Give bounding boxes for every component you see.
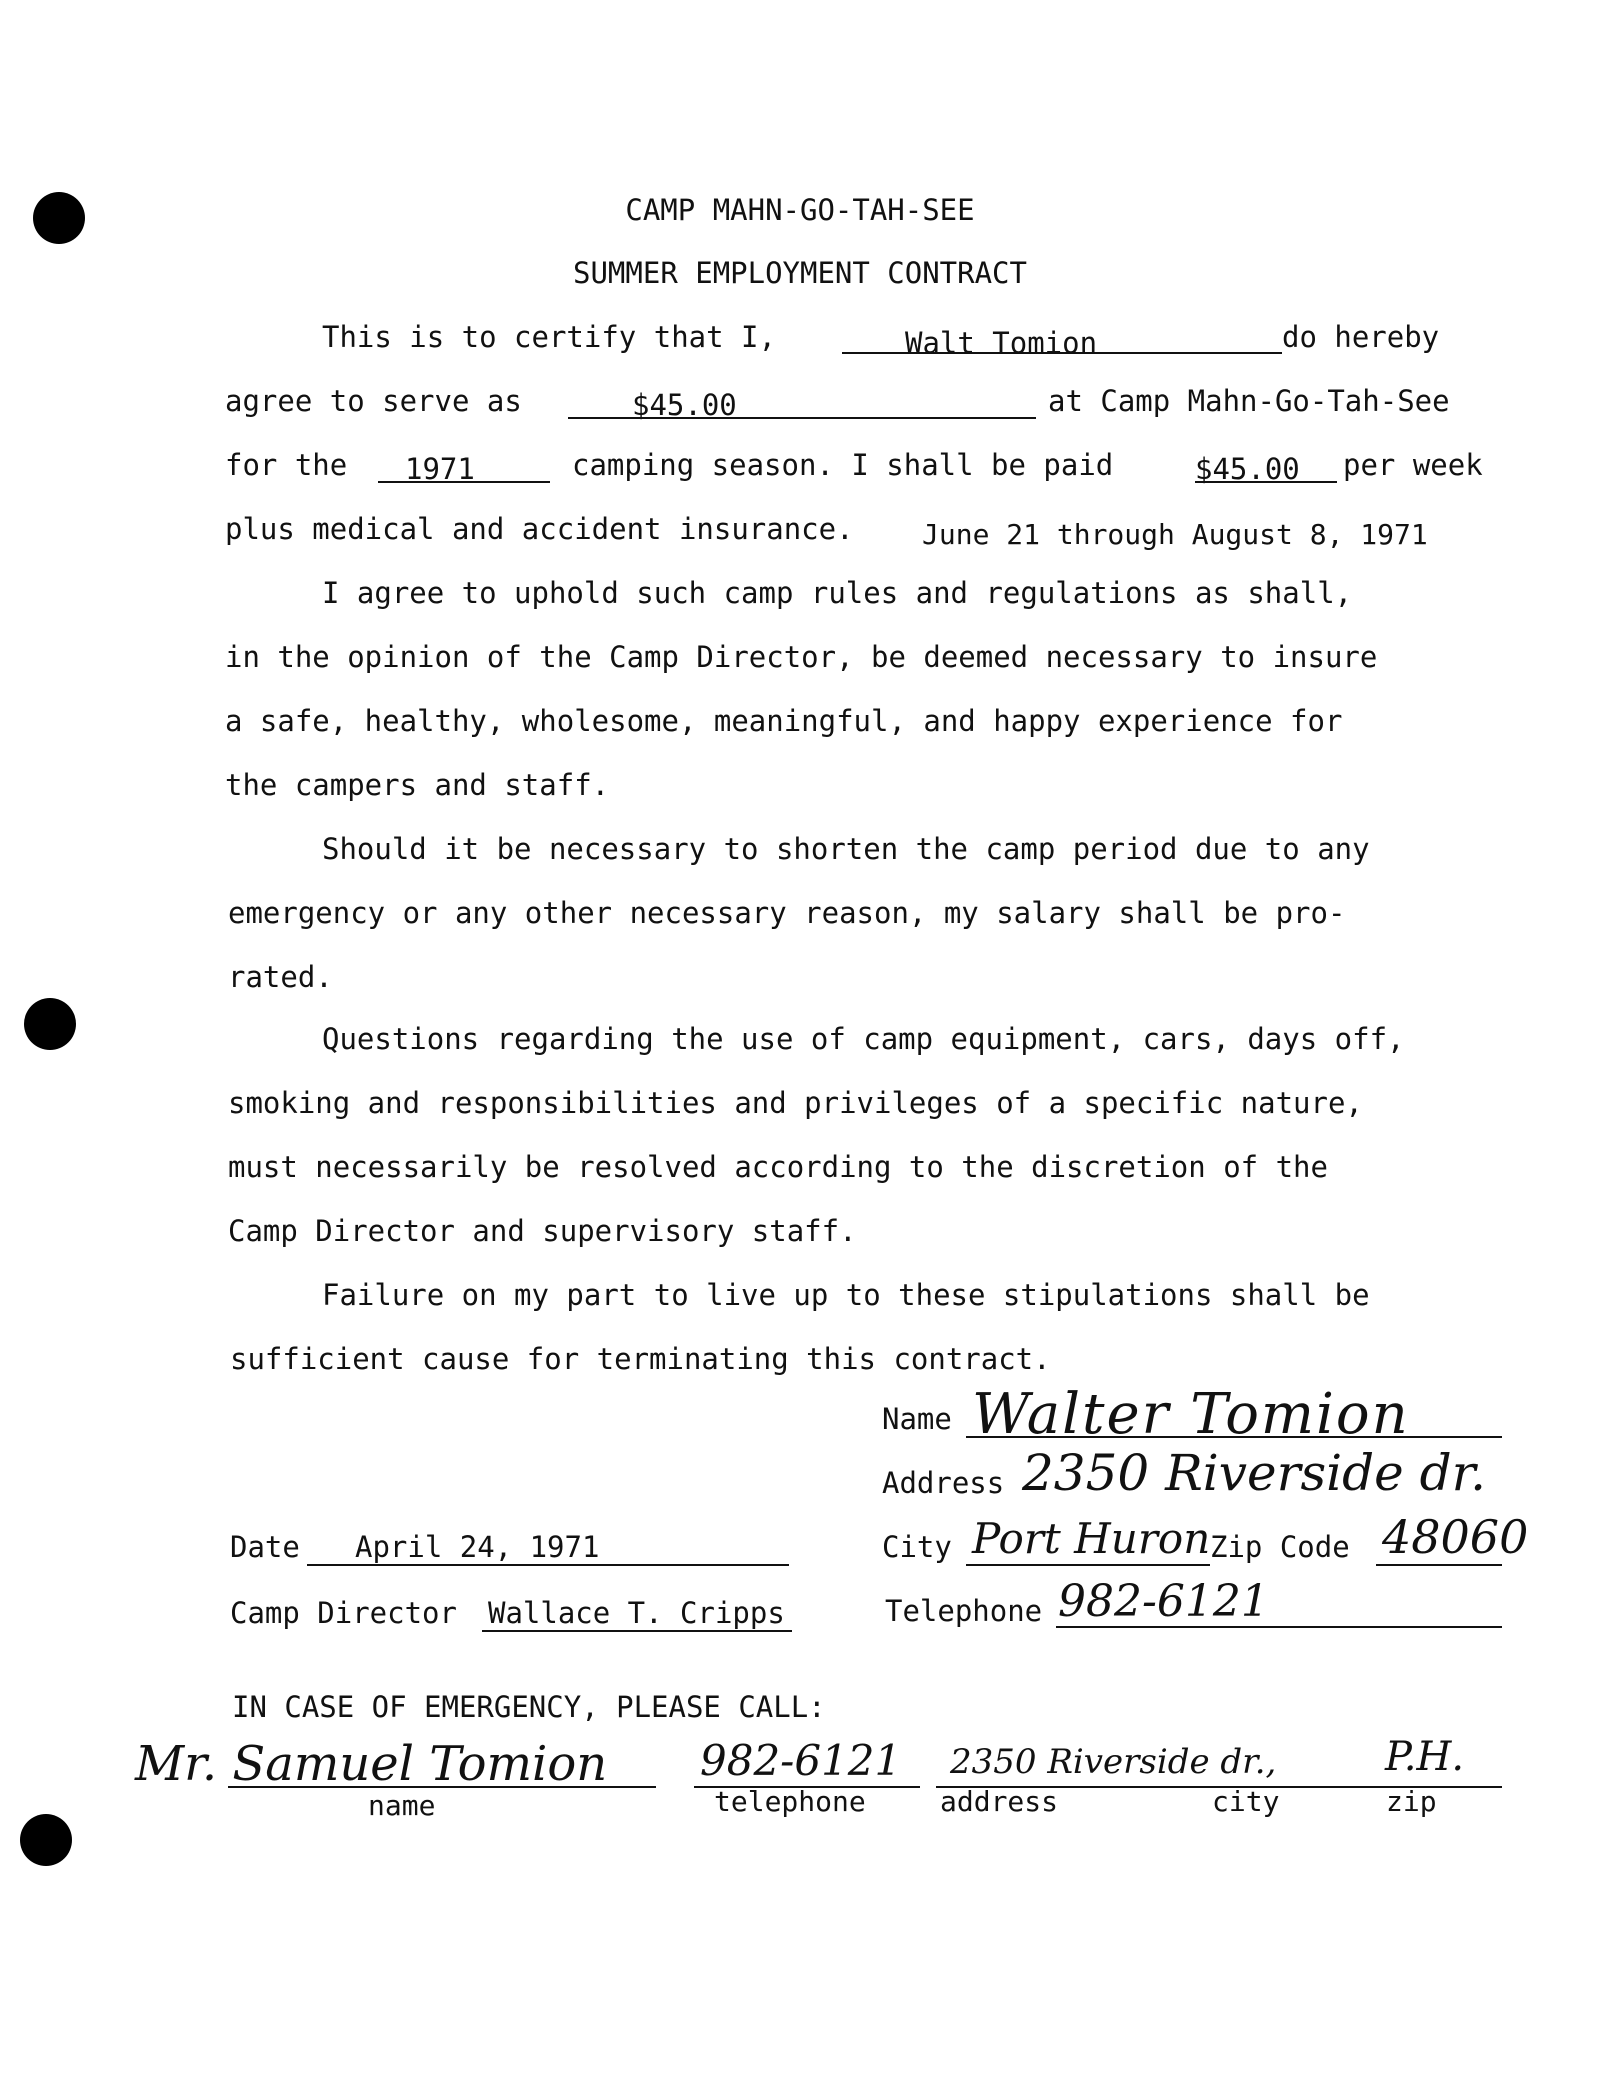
- camp-director-value: Wallace T. Cripps: [488, 1596, 785, 1630]
- camp-dates-typed: June 21 through August 8, 1971: [922, 518, 1428, 551]
- p3-line2: emergency or any other necessary reason, my salary shall be pro-: [228, 896, 1346, 930]
- p5-line1: Failure on my part to live up to these stipulations shall be: [322, 1278, 1370, 1312]
- p2-line2: in the opinion of the Camp Director, be deemed necessary to insure: [225, 640, 1378, 674]
- city-label: City: [882, 1530, 952, 1564]
- emergency-zip-caption: zip: [1386, 1785, 1437, 1818]
- city-line: [966, 1564, 1210, 1566]
- p1-line2-post: at Camp Mahn-Go-Tah-See: [1048, 384, 1450, 418]
- emergency-city-caption: city: [1212, 1785, 1280, 1818]
- telephone-line: [1056, 1626, 1502, 1628]
- employee-address-handwritten: 2350 Riverside dr.: [1022, 1444, 1486, 1502]
- weekly-pay-value: $45.00: [1195, 452, 1300, 486]
- date-line: [307, 1564, 789, 1566]
- p4-line3: must necessarily be resolved according to the discretion of the: [228, 1150, 1328, 1184]
- p3-line1: Should it be necessary to shorten the camp period due to any: [322, 832, 1370, 866]
- emergency-address-caption: address: [940, 1785, 1059, 1818]
- contract-title: SUMMER EMPLOYMENT CONTRACT: [573, 256, 1027, 290]
- p4-line1: Questions regarding the use of camp equipment, cars, days off,: [322, 1022, 1405, 1056]
- p1-line4: plus medical and accident insurance.: [225, 512, 854, 546]
- p4-line2: smoking and responsibilities and privileges of a specific nature,: [228, 1086, 1363, 1120]
- p5-line2: sufficient cause for terminating this contract.: [230, 1342, 1051, 1376]
- emergency-name-line: [228, 1786, 656, 1788]
- p1-line1-pre: This is to certify that I,: [322, 320, 776, 354]
- employee-city-handwritten: Port Huron: [972, 1514, 1211, 1563]
- emergency-city-handwritten: P.H.: [1385, 1734, 1465, 1780]
- p2-line4: the campers and staff.: [225, 768, 610, 802]
- date-label: Date: [230, 1530, 300, 1564]
- name-line: [966, 1436, 1502, 1438]
- address-label: Address: [882, 1466, 1005, 1500]
- emergency-telephone-handwritten: 982-6121: [700, 1736, 902, 1785]
- camp-director-line: [482, 1630, 792, 1632]
- employee-signature-name: Walter Tomion: [972, 1382, 1410, 1447]
- camp-name-heading: CAMP MAHN-GO-TAH-SEE: [625, 193, 975, 227]
- emergency-heading: IN CASE OF EMERGENCY, PLEASE CALL:: [232, 1690, 826, 1724]
- p3-line3: rated.: [228, 960, 333, 994]
- p2-line1: I agree to uphold such camp rules and regulations as shall,: [322, 576, 1353, 610]
- emergency-telephone-caption: telephone: [714, 1785, 866, 1818]
- p2-line3: a safe, healthy, wholesome, meaningful, and happy experience for: [225, 704, 1343, 738]
- employee-zip-handwritten: 48060: [1382, 1510, 1529, 1564]
- emergency-name-handwritten: Mr. Samuel Tomion: [135, 1736, 608, 1792]
- punch-hole-middle: [24, 998, 76, 1050]
- p1-line3-mid: camping season. I shall be paid: [572, 448, 1114, 482]
- p1-line1-post: do hereby: [1282, 320, 1440, 354]
- employee-name-typed: Walt Tomion: [905, 326, 1098, 360]
- zip-label: Zip Code: [1210, 1530, 1350, 1564]
- punch-hole-bottom: [20, 1814, 72, 1866]
- zip-line: [1376, 1564, 1502, 1566]
- date-value: April 24, 1971: [355, 1530, 600, 1564]
- name-label: Name: [882, 1402, 952, 1436]
- p4-line4: Camp Director and supervisory staff.: [228, 1214, 857, 1248]
- emergency-name-caption: name: [368, 1789, 436, 1822]
- emergency-address-handwritten: 2350 Riverside dr.,: [950, 1742, 1277, 1782]
- camp-director-label: Camp Director: [230, 1596, 457, 1630]
- serve-as-value: $45.00: [632, 388, 737, 422]
- employee-telephone-handwritten: 982-6121: [1058, 1576, 1269, 1627]
- p1-line3-pre: for the: [225, 448, 348, 482]
- season-year-value: 1971: [405, 452, 475, 486]
- p1-line3-post: per week: [1343, 448, 1483, 482]
- p1-line2-pre: agree to serve as: [225, 384, 522, 418]
- telephone-label: Telephone: [885, 1594, 1043, 1628]
